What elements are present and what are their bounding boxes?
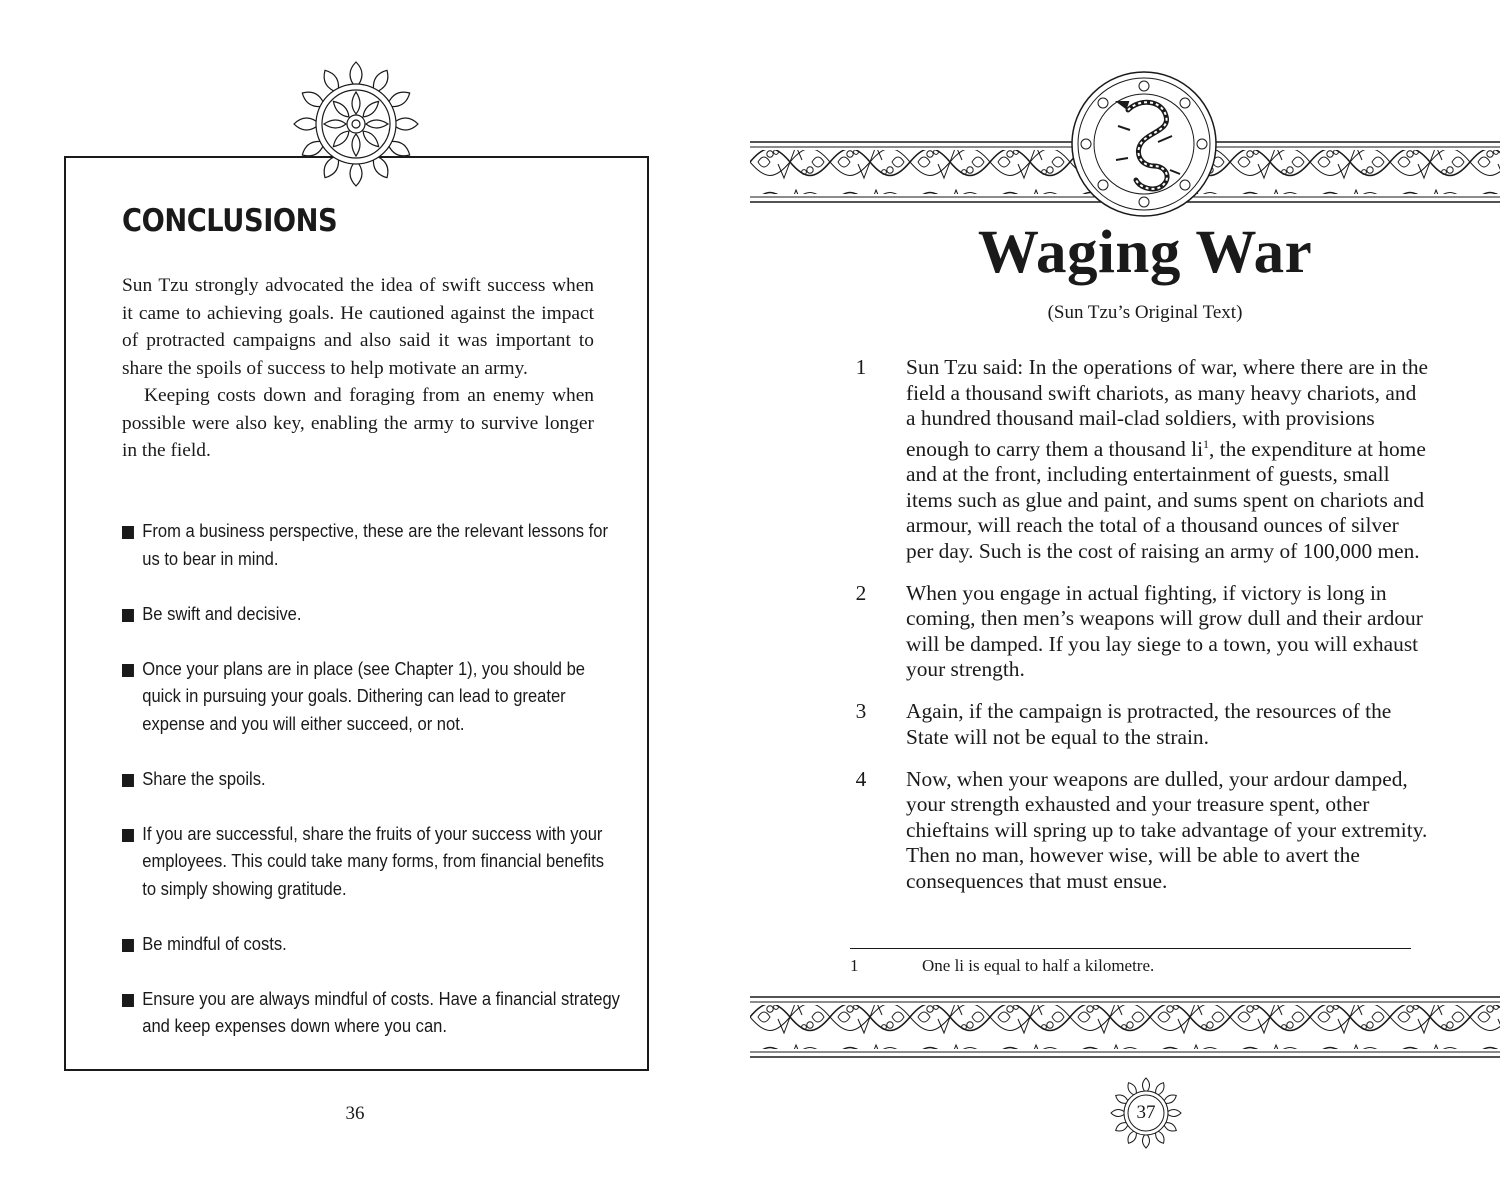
square-bullet-icon bbox=[122, 664, 134, 677]
verse-text: Again, if the campaign is protracted, the resources of the State will not be equal to the strain. bbox=[906, 699, 1392, 749]
verse-item bbox=[850, 699, 1430, 750]
list-item-text: Ensure you are always mindful of costs. Have a financial strategy and keep expenses down where you can. bbox=[142, 988, 620, 1036]
verse-item bbox=[850, 581, 1430, 683]
square-bullet-icon bbox=[122, 609, 134, 622]
box-title: CONCLUSIONS bbox=[122, 203, 338, 239]
intro-text bbox=[122, 272, 594, 465]
list-item bbox=[122, 931, 621, 959]
footnote-number: 1 bbox=[850, 956, 859, 975]
list-item bbox=[122, 821, 621, 904]
list-item bbox=[122, 766, 621, 794]
chapter-subtitle: (Sun Tzu’s Original Text) bbox=[1047, 302, 1243, 323]
square-bullet-icon bbox=[122, 526, 134, 539]
footnote-divider bbox=[850, 948, 1411, 949]
footnote-ref: 1 bbox=[1203, 436, 1210, 451]
list-item-text: Once your plans are in place (see Chapter 1), you should be quick in pursuing your goals. Dithering can lead to greater expense and you will either succeed, or not. bbox=[142, 658, 586, 734]
verse-number: 3 bbox=[855, 699, 867, 724]
floral-border-bottom-icon bbox=[750, 995, 1500, 1063]
intro-paragraph: Sun Tzu strongly advocated the idea of swift success when it came to achieving goals. He cautioned against the impact of protracted campaigns and also said it was important to share the spoils of success to help motivate an army. bbox=[122, 275, 594, 379]
verse-item bbox=[850, 355, 1430, 564]
list-item bbox=[122, 656, 621, 739]
mandala-ornament-icon bbox=[292, 60, 420, 188]
dragon-medallion-icon bbox=[1070, 70, 1218, 218]
footnote bbox=[850, 956, 1410, 976]
lessons-list bbox=[122, 518, 620, 1068]
verse-number: 4 bbox=[855, 766, 867, 791]
list-item-text: Share the spoils. bbox=[142, 768, 266, 789]
square-bullet-icon bbox=[122, 774, 134, 787]
square-bullet-icon bbox=[122, 829, 134, 842]
verse-number: 1 bbox=[855, 355, 867, 379]
square-bullet-icon bbox=[122, 939, 134, 952]
list-item bbox=[122, 986, 621, 1041]
list-item-text: Be mindful of costs. bbox=[142, 933, 287, 954]
square-bullet-icon bbox=[122, 994, 134, 1007]
intro-paragraph: Keeping costs down and foraging from an enemy when possible were also key, enabling the army to survive longer in the field. bbox=[122, 385, 594, 461]
chapter-title: Waging War bbox=[977, 219, 1313, 286]
footnote-text: One li is equal to half a kilometre. bbox=[922, 956, 1155, 975]
list-item-text: If you are successful, share the fruits of your success with your employees. This could take many forms, from financial benefits to simply showing gratitude. bbox=[142, 823, 604, 899]
verse-list bbox=[850, 355, 1430, 911]
list-item-text: Be swift and decisive. bbox=[142, 603, 302, 624]
verse-number: 2 bbox=[855, 580, 867, 605]
verse-text: When you engage in actual fighting, if victory is long in coming, then men’s weapons will grow dull and their ardour will be damped. If you lay siege to a town, you will exhaust your strength. bbox=[906, 580, 1423, 682]
list-item bbox=[122, 518, 621, 573]
page-number-right: 37 bbox=[1136, 1102, 1156, 1123]
list-item bbox=[122, 601, 621, 629]
verse-item bbox=[850, 767, 1430, 895]
verse-text: Now, when your weapons are dulled, your ardour damped, your strength exhausted and your treasure spent, other chieftains will spring up to take advantage of your extremity. Then no man, however wise, will be able to avert the consequences that must ensue. bbox=[906, 766, 1428, 893]
verse-text-cont: , the expenditure at home and at the front, including entertainment of guests, small items such as glue and paint, and sums spent on chariots and armour, will reach the total of a thousand ounces of silver per day. Such is the cost of raising an army of 100,000 men. bbox=[906, 436, 1426, 563]
verse-text: Sun Tzu said: In the operations of war, where there are in the field a thousand swift chariots, as many heavy chariots, and a hundred thousand mail-clad soldiers, with provisions enough to carry them a thousand li bbox=[906, 355, 1429, 461]
list-item-text: From a business perspective, these are the relevant lessons for us to bear in mind. bbox=[142, 521, 608, 569]
page-number-left: 36 bbox=[345, 1103, 365, 1124]
